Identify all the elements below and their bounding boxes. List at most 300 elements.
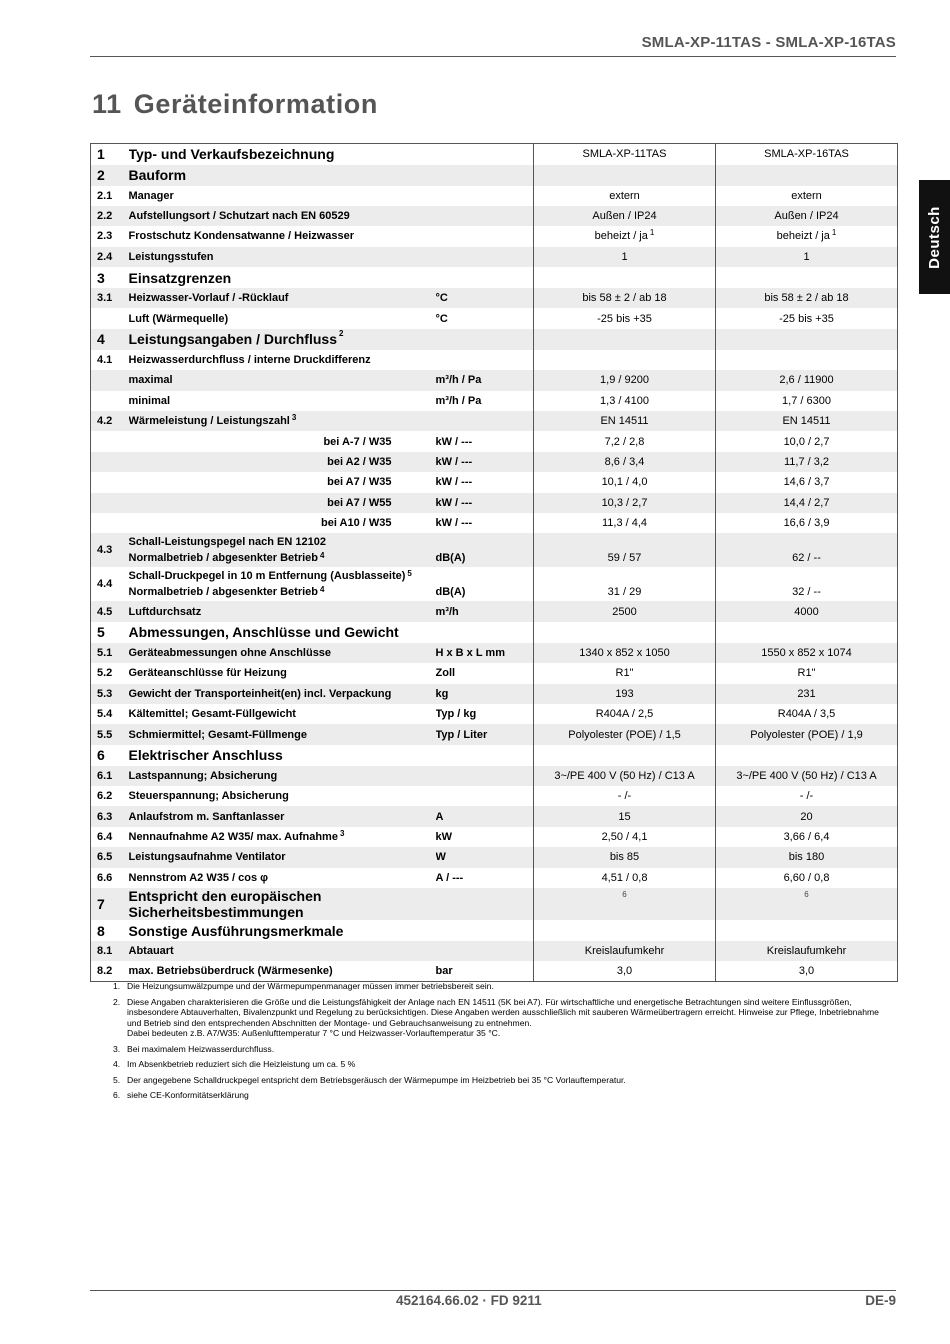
row-label bbox=[129, 350, 436, 370]
value-smla-xp-11tas bbox=[534, 513, 716, 533]
value-text: bis 85 bbox=[609, 851, 640, 864]
row-label bbox=[129, 247, 436, 267]
value-smla-xp-16tas bbox=[716, 724, 898, 744]
footnote-text-extra: Dabei bedeuten z.B. A7/W35: Außenlufttemperatur 7 °C und Heizwasser-Vorlauftemperatur 35 °C. bbox=[127, 1028, 501, 1038]
footnote-ref: 4 bbox=[320, 551, 325, 561]
value-text: 11,7 / 3,2 bbox=[783, 455, 830, 468]
row-label-text: Abtauart bbox=[128, 945, 174, 958]
value-text: 59 / 57 bbox=[607, 552, 642, 565]
row-unit bbox=[436, 411, 534, 431]
row-label-text: Sonstige Ausführungsmerkmale bbox=[128, 922, 344, 939]
value-text: R404A / 2,5 bbox=[595, 708, 654, 721]
row-unit bbox=[436, 766, 534, 786]
row-unit bbox=[436, 226, 534, 246]
value-smla-xp-16tas bbox=[716, 888, 898, 920]
value-text: 8,6 / 3,4 bbox=[604, 455, 645, 468]
row-unit: kW / --- bbox=[436, 493, 534, 513]
value-smla-xp-16tas bbox=[716, 288, 898, 308]
footnote-number: 6. bbox=[113, 1090, 121, 1100]
value-smla-xp-11tas bbox=[534, 206, 716, 226]
row-number: 5.4 bbox=[91, 704, 129, 724]
value-smla-xp-16tas bbox=[716, 533, 898, 567]
chapter-number: 11 bbox=[92, 89, 122, 119]
row-unit: m³/h / Pa bbox=[436, 370, 534, 390]
value-smla-xp-11tas bbox=[534, 411, 716, 431]
footnote-number: 4. bbox=[113, 1059, 121, 1069]
footnote-number: 1. bbox=[113, 981, 121, 991]
row-label-text: bei A7 / W35 bbox=[327, 476, 392, 489]
value-smla-xp-16tas bbox=[716, 847, 898, 867]
row-label-text: Anlaufstrom m. Sanftanlasser bbox=[128, 810, 285, 823]
document-header-title: SMLA-XP-11TAS - SMLA-XP-16TAS bbox=[641, 34, 896, 51]
value-text: 193 bbox=[615, 687, 634, 700]
footnote-text-block bbox=[127, 981, 883, 992]
section-row bbox=[91, 920, 898, 941]
row-label-line2: Normalbetrieb / abgesenkter Betrieb bbox=[128, 586, 319, 599]
value-smla-xp-16tas bbox=[716, 643, 898, 663]
value-text: 14,6 / 3,7 bbox=[783, 476, 830, 489]
table-row bbox=[91, 288, 898, 308]
chapter-title: Geräteinformation bbox=[133, 89, 378, 119]
value-smla-xp-16tas bbox=[716, 827, 898, 847]
row-label-text: Wärmeleistung / Leistungszahl bbox=[128, 415, 290, 428]
value-smla-xp-16tas bbox=[716, 806, 898, 826]
value-text: 10,0 / 2,7 bbox=[783, 435, 830, 448]
value-smla-xp-16tas bbox=[716, 601, 898, 621]
row-number bbox=[91, 493, 129, 513]
footnote-ref: 1 bbox=[649, 228, 655, 238]
value-text: 10,3 / 2,7 bbox=[601, 496, 648, 509]
value-text: 1 bbox=[803, 250, 810, 263]
row-number: 6.1 bbox=[91, 766, 129, 786]
row-label-text: Gewicht der Transporteinheit(en) incl. Verpackung bbox=[128, 687, 392, 700]
value-text: 3,0 bbox=[616, 965, 633, 978]
footnote-text-block bbox=[127, 1090, 883, 1101]
value-smla-xp-16tas bbox=[716, 941, 898, 961]
row-unit: m³/h / Pa bbox=[436, 391, 534, 411]
row-label bbox=[129, 786, 436, 806]
row-label-text: Aufstellungsort / Schutzart nach EN 60529 bbox=[128, 210, 350, 223]
footnote bbox=[113, 1044, 883, 1055]
value-text: 6 bbox=[804, 890, 809, 900]
row-unit bbox=[436, 941, 534, 961]
table-row bbox=[91, 513, 898, 533]
value-smla-xp-16tas bbox=[716, 920, 898, 941]
value-text: beheizt / ja bbox=[776, 230, 830, 243]
value-text: 4000 bbox=[794, 605, 819, 618]
value-text: 1,7 / 6300 bbox=[782, 394, 831, 407]
row-number bbox=[91, 391, 129, 411]
row-number: 6.4 bbox=[91, 827, 129, 847]
section-row bbox=[91, 622, 898, 643]
table-row bbox=[91, 567, 898, 601]
value-text: EN 14511 bbox=[600, 415, 649, 428]
row-number: 2.1 bbox=[91, 186, 129, 206]
row-label bbox=[129, 643, 436, 663]
footnote-text-block bbox=[127, 1059, 883, 1070]
row-label bbox=[129, 961, 436, 981]
row-unit bbox=[436, 267, 534, 288]
row-label bbox=[129, 827, 436, 847]
value-smla-xp-11tas bbox=[534, 452, 716, 472]
row-unit bbox=[436, 622, 534, 643]
footnote-number: 5. bbox=[113, 1074, 121, 1085]
value-smla-xp-16tas bbox=[716, 472, 898, 492]
value-text: -25 bis +35 bbox=[597, 312, 652, 325]
row-unit: H x B x L mm bbox=[436, 643, 534, 663]
row-unit bbox=[436, 786, 534, 806]
row-label-text: Leistungsstufen bbox=[128, 250, 214, 263]
value-smla-xp-16tas bbox=[716, 329, 898, 350]
table-row bbox=[91, 452, 898, 472]
value-text: Polyolester (POE) / 1,5 bbox=[568, 728, 681, 741]
row-number: 3.1 bbox=[91, 288, 129, 308]
value-smla-xp-11tas bbox=[534, 868, 716, 888]
footnote-text: Die Heizungsumwälzpumpe und der Wärmepumpenmanager müssen immer betriebsbereit sein. bbox=[127, 981, 494, 991]
value-text: 6,60 / 0,8 bbox=[783, 871, 830, 884]
row-number: 6 bbox=[91, 745, 129, 766]
document-number: 452164.66.02 · FD 9211 bbox=[396, 1293, 542, 1308]
value-smla-xp-11tas bbox=[534, 663, 716, 683]
value-smla-xp-11tas bbox=[534, 226, 716, 246]
value-smla-xp-16tas bbox=[716, 144, 898, 165]
row-label-text: Bauform bbox=[128, 167, 187, 183]
value-smla-xp-11tas bbox=[534, 288, 716, 308]
value-smla-xp-16tas bbox=[716, 411, 898, 431]
row-label bbox=[129, 472, 436, 492]
value-text: Außen / IP24 bbox=[592, 210, 657, 223]
value-smla-xp-11tas bbox=[534, 786, 716, 806]
value-text: 1550 x 852 x 1074 bbox=[761, 646, 852, 659]
table-row bbox=[91, 786, 898, 806]
row-label-text: Nennaufnahme A2 W35/ max. Aufnahme bbox=[128, 831, 338, 844]
row-label-text: bei A10 / W35 bbox=[320, 517, 392, 530]
row-number: 5.1 bbox=[91, 643, 129, 663]
row-unit bbox=[436, 206, 534, 226]
row-label-line2: Normalbetrieb / abgesenkter Betrieb bbox=[128, 552, 319, 565]
row-label bbox=[129, 533, 436, 567]
value-smla-xp-16tas bbox=[716, 186, 898, 206]
row-number: 8.2 bbox=[91, 961, 129, 981]
row-label bbox=[129, 165, 436, 186]
row-label bbox=[129, 308, 436, 328]
row-unit: dB(A) bbox=[436, 567, 534, 601]
value-text: R1" bbox=[615, 667, 634, 680]
value-smla-xp-16tas bbox=[716, 786, 898, 806]
row-label bbox=[129, 452, 436, 472]
row-unit bbox=[436, 350, 534, 370]
row-label-line1: Schall-Leistungspegel nach EN 12102 bbox=[128, 536, 326, 549]
value-smla-xp-11tas bbox=[534, 144, 716, 165]
row-label-line1: Schall-Druckpegel in 10 m Entfernung (Ausblasseite) bbox=[128, 570, 406, 583]
row-unit bbox=[436, 329, 534, 350]
row-label bbox=[129, 144, 436, 165]
value-smla-xp-11tas bbox=[534, 847, 716, 867]
row-unit: m³/h bbox=[436, 601, 534, 621]
row-label bbox=[129, 370, 436, 390]
table-row bbox=[91, 941, 898, 961]
table-row bbox=[91, 533, 898, 567]
row-label-text: Geräteabmessungen ohne Anschlüsse bbox=[128, 646, 332, 659]
row-label bbox=[129, 920, 436, 941]
footnote bbox=[113, 997, 883, 1039]
value-smla-xp-16tas bbox=[716, 961, 898, 981]
row-number: 5.3 bbox=[91, 684, 129, 704]
table-row bbox=[91, 431, 898, 451]
table-row bbox=[91, 247, 898, 267]
row-number bbox=[91, 431, 129, 451]
value-text: 6 bbox=[622, 890, 627, 900]
value-smla-xp-11tas bbox=[534, 472, 716, 492]
row-unit: A bbox=[436, 806, 534, 826]
row-label bbox=[129, 513, 436, 533]
value-smla-xp-16tas bbox=[716, 206, 898, 226]
value-text: 1 bbox=[621, 250, 628, 263]
table-row bbox=[91, 411, 898, 431]
table-row bbox=[91, 308, 898, 328]
row-label bbox=[129, 186, 436, 206]
value-text: Polyolester (POE) / 1,9 bbox=[750, 728, 863, 741]
row-unit: bar bbox=[436, 961, 534, 981]
row-label-text: bei A-7 / W35 bbox=[323, 435, 392, 448]
row-label-text: Elektrischer Anschluss bbox=[128, 747, 283, 764]
value-smla-xp-11tas bbox=[534, 165, 716, 186]
footnote bbox=[113, 1075, 883, 1086]
language-tab bbox=[919, 180, 950, 294]
row-label-text: maximal bbox=[128, 374, 173, 387]
row-number: 4 bbox=[91, 329, 129, 350]
footnote bbox=[113, 1059, 883, 1070]
value-text: Kreislaufumkehr bbox=[766, 945, 847, 958]
value-text: beheizt / ja bbox=[594, 230, 648, 243]
value-smla-xp-11tas bbox=[534, 766, 716, 786]
value-smla-xp-16tas bbox=[716, 663, 898, 683]
section-row bbox=[91, 329, 898, 350]
footnote-text: Der angegebene Schalldruckpegel entspricht dem Betriebsgeräusch der Wärmepumpe im Heizbetrieb bei 35 °C Vorlauftemperatur. bbox=[127, 1074, 626, 1085]
row-unit: Typ / kg bbox=[436, 704, 534, 724]
value-text: - /- bbox=[799, 790, 814, 803]
table-row bbox=[91, 704, 898, 724]
row-label bbox=[129, 622, 436, 643]
value-smla-xp-11tas bbox=[534, 267, 716, 288]
row-number: 4.1 bbox=[91, 350, 129, 370]
row-label-text: Frostschutz Kondensatwanne / Heizwasser bbox=[128, 230, 355, 243]
footnote-ref: 2 bbox=[338, 329, 344, 339]
value-text: bis 58 ± 2 / ab 18 bbox=[764, 292, 849, 305]
row-label bbox=[129, 806, 436, 826]
row-label-text: Manager bbox=[128, 189, 174, 202]
row-label-text: max. Betriebsüberdruck (Wärmesenke) bbox=[128, 965, 333, 978]
value-smla-xp-11tas bbox=[534, 601, 716, 621]
row-number: 4.4 bbox=[91, 567, 129, 601]
row-label bbox=[129, 391, 436, 411]
value-text: 4,51 / 0,8 bbox=[601, 871, 648, 884]
value-text: 32 / -- bbox=[792, 586, 821, 599]
row-label-text: Schmiermittel; Gesamt-Füllmenge bbox=[128, 728, 307, 741]
row-label bbox=[129, 766, 436, 786]
value-smla-xp-11tas bbox=[534, 391, 716, 411]
row-number: 4.2 bbox=[91, 411, 129, 431]
table-row bbox=[91, 961, 898, 981]
row-number: 4.3 bbox=[91, 533, 129, 567]
row-label bbox=[129, 888, 436, 920]
row-unit bbox=[436, 745, 534, 766]
row-number: 6.5 bbox=[91, 847, 129, 867]
page-title bbox=[92, 89, 378, 120]
footnote-text-block bbox=[127, 997, 883, 1039]
row-number: 6.6 bbox=[91, 868, 129, 888]
footnote-number: 3. bbox=[113, 1043, 121, 1054]
footer-divider bbox=[90, 1290, 896, 1291]
value-smla-xp-11tas bbox=[534, 684, 716, 704]
table-row bbox=[91, 847, 898, 867]
table-row bbox=[91, 472, 898, 492]
row-unit bbox=[436, 888, 534, 920]
row-label bbox=[129, 745, 436, 766]
value-text: 3~/PE 400 V (50 Hz) / C13 A bbox=[554, 769, 695, 782]
footnote-text: Diese Angaben charakterisieren die Größe und die Leistungsfähigkeit der Anlage nach EN 14511 (5K bei A7). Für wirtschaftliche und energetische Betrachtungen sind weitere Einflussgrößen, insbesondere Abtauverhalten, Bivalenzpunkt und Regelung zu berücksichtigen. Diese Angaben werden ausschließlich mit sauberen Wärmeübertragern erreicht. Hinweise zur Pflege, Inbetriebnahme und Betrieb sind den entsprechenden Abschnitten der Montage- und Gebrauchsanweisung zu entnehmen. bbox=[127, 996, 879, 1028]
value-smla-xp-11tas bbox=[534, 533, 716, 567]
footnote bbox=[113, 981, 883, 992]
value-text: 3,66 / 6,4 bbox=[783, 831, 830, 844]
row-unit: kW bbox=[436, 827, 534, 847]
value-smla-xp-11tas bbox=[534, 941, 716, 961]
value-text: - /- bbox=[617, 790, 632, 803]
row-number: 6.3 bbox=[91, 806, 129, 826]
footnote bbox=[113, 1090, 883, 1101]
value-text: R1" bbox=[797, 667, 816, 680]
row-label bbox=[129, 226, 436, 246]
value-smla-xp-16tas bbox=[716, 766, 898, 786]
table-row bbox=[91, 724, 898, 744]
table-row bbox=[91, 226, 898, 246]
table-row bbox=[91, 684, 898, 704]
row-label-text: Luft (Wärmequelle) bbox=[128, 312, 229, 325]
value-smla-xp-11tas bbox=[534, 567, 716, 601]
value-text: SMLA-XP-11TAS bbox=[582, 148, 667, 161]
row-unit bbox=[436, 920, 534, 941]
row-unit: Typ / Liter bbox=[436, 724, 534, 744]
footnote-text-block bbox=[127, 1044, 883, 1055]
value-smla-xp-16tas bbox=[716, 868, 898, 888]
row-number bbox=[91, 308, 129, 328]
value-smla-xp-11tas bbox=[534, 806, 716, 826]
footnote-ref: 3 bbox=[291, 413, 297, 423]
value-smla-xp-16tas bbox=[716, 308, 898, 328]
row-number: 3 bbox=[91, 267, 129, 288]
footnote-ref: 3 bbox=[339, 829, 345, 839]
row-label bbox=[129, 288, 436, 308]
value-text: 14,4 / 2,7 bbox=[783, 496, 830, 509]
value-smla-xp-16tas bbox=[716, 684, 898, 704]
value-text: bis 180 bbox=[788, 851, 825, 864]
value-text: Außen / IP24 bbox=[774, 210, 839, 223]
row-unit: W bbox=[436, 847, 534, 867]
row-unit bbox=[436, 247, 534, 267]
table-row bbox=[91, 601, 898, 621]
value-smla-xp-11tas bbox=[534, 350, 716, 370]
row-number bbox=[91, 513, 129, 533]
value-smla-xp-11tas bbox=[534, 308, 716, 328]
row-unit: kW / --- bbox=[436, 513, 534, 533]
value-text: 15 bbox=[618, 810, 631, 823]
row-number bbox=[91, 452, 129, 472]
value-text: 1340 x 852 x 1050 bbox=[579, 646, 670, 659]
row-unit: °C bbox=[436, 308, 534, 328]
row-label-text: Steuerspannung; Absicherung bbox=[128, 790, 289, 803]
row-label bbox=[129, 267, 436, 288]
table-row bbox=[91, 663, 898, 683]
value-smla-xp-11tas bbox=[534, 724, 716, 744]
footnotes bbox=[113, 981, 883, 1106]
row-label-text: Entspricht den europäischen Sicherheitsbestimmungen bbox=[128, 888, 322, 921]
value-text: extern bbox=[609, 189, 640, 202]
table-row bbox=[91, 643, 898, 663]
value-text: EN 14511 bbox=[782, 415, 831, 428]
row-unit bbox=[436, 144, 534, 165]
row-label-text: Nennstrom A2 W35 / cos φ bbox=[128, 871, 268, 884]
row-label-text: bei A2 / W35 bbox=[327, 455, 392, 468]
row-label bbox=[129, 868, 436, 888]
row-label bbox=[129, 431, 436, 451]
value-smla-xp-11tas bbox=[534, 622, 716, 643]
value-smla-xp-16tas bbox=[716, 567, 898, 601]
row-unit bbox=[436, 186, 534, 206]
value-text: 31 / 29 bbox=[607, 586, 642, 599]
footnote-number: 2. bbox=[113, 996, 121, 1007]
footnote-ref: 5 bbox=[407, 569, 412, 579]
row-number: 5.5 bbox=[91, 724, 129, 744]
value-smla-xp-11tas bbox=[534, 961, 716, 981]
table-row bbox=[91, 827, 898, 847]
row-unit: A / --- bbox=[436, 868, 534, 888]
value-smla-xp-11tas bbox=[534, 643, 716, 663]
row-label-text: Kältemittel; Gesamt-Füllgewicht bbox=[128, 708, 296, 721]
row-label bbox=[129, 847, 436, 867]
value-text: 16,6 / 3,9 bbox=[783, 517, 830, 530]
value-text: 1,9 / 9200 bbox=[600, 374, 649, 387]
value-smla-xp-11tas bbox=[534, 920, 716, 941]
row-label bbox=[129, 411, 436, 431]
table-row bbox=[91, 806, 898, 826]
row-unit: dB(A) bbox=[436, 533, 534, 567]
value-smla-xp-16tas bbox=[716, 350, 898, 370]
row-label-text: bei A7 / W55 bbox=[327, 496, 392, 509]
row-label-text: Typ- und Verkaufsbezeichnung bbox=[128, 146, 335, 163]
row-unit bbox=[436, 165, 534, 186]
value-smla-xp-16tas bbox=[716, 247, 898, 267]
row-number: 4.5 bbox=[91, 601, 129, 621]
value-smla-xp-16tas bbox=[716, 513, 898, 533]
row-label-text: minimal bbox=[128, 394, 171, 407]
row-label bbox=[129, 567, 436, 601]
row-number: 2.3 bbox=[91, 226, 129, 246]
table-row bbox=[91, 766, 898, 786]
row-label bbox=[129, 206, 436, 226]
value-text: Kreislaufumkehr bbox=[584, 945, 665, 958]
row-label bbox=[129, 663, 436, 683]
value-smla-xp-16tas bbox=[716, 226, 898, 246]
footnote-ref: 4 bbox=[320, 585, 325, 595]
value-text: 11,3 / 4,4 bbox=[601, 517, 648, 530]
row-label bbox=[129, 684, 436, 704]
section-row bbox=[91, 144, 898, 165]
value-smla-xp-16tas bbox=[716, 391, 898, 411]
row-label bbox=[129, 704, 436, 724]
value-text: SMLA-XP-16TAS bbox=[764, 148, 849, 161]
row-label-text: Lastspannung; Absicherung bbox=[128, 769, 278, 782]
value-smla-xp-16tas bbox=[716, 431, 898, 451]
